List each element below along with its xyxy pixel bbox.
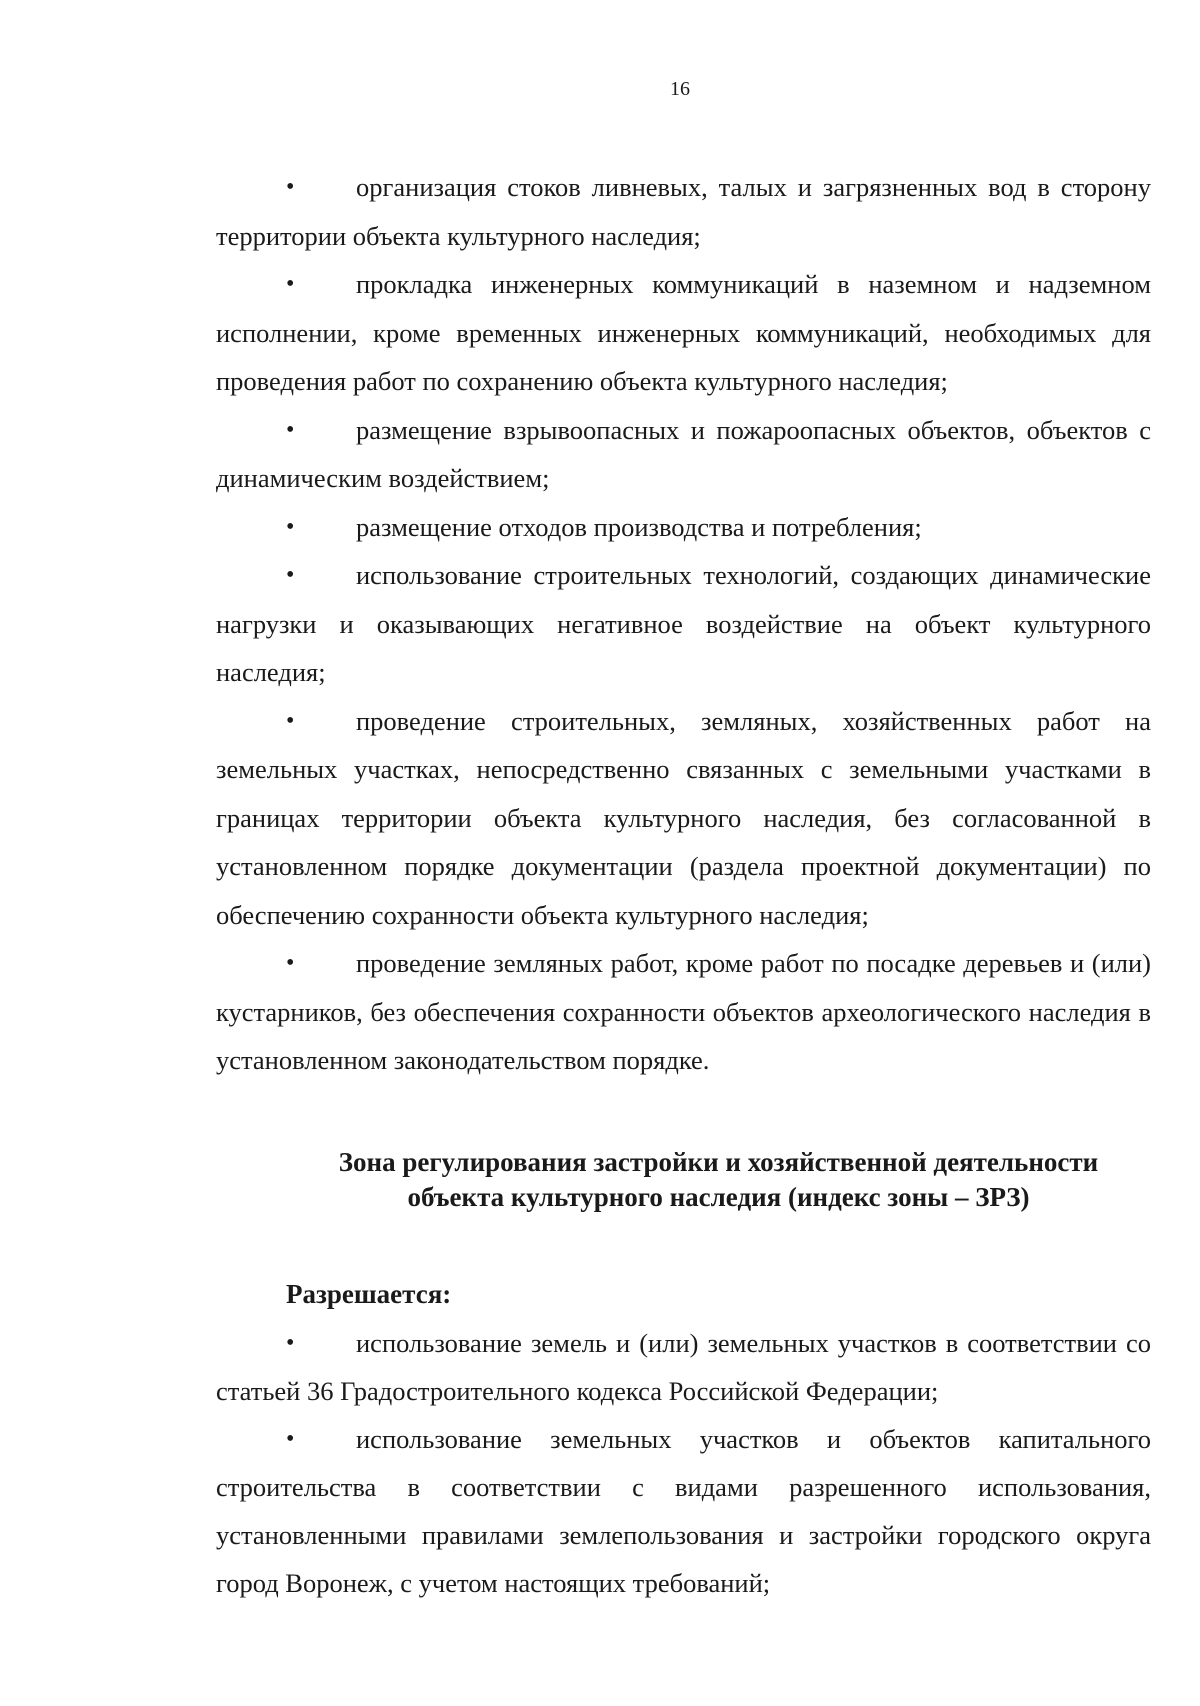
page-number: 16 [670, 78, 690, 100]
list-item [216, 1319, 1151, 1415]
list-item [216, 551, 1151, 697]
list-item [216, 260, 1151, 406]
list-item-text: размещение отходов производства и потребления; [356, 511, 922, 542]
prohibited-list [216, 163, 1151, 1085]
bullet-icon: • [286, 707, 295, 734]
list-item-text: размещение взрывоопасных и пожароопасных объектов, объектов с динамическим воздействием; [216, 414, 1151, 493]
zone-heading [286, 1145, 1151, 1215]
list-item-text: прокладка инженерных коммуникаций в наземном и надземном исполнении, кроме временных инженерных коммуникаций, необходимых для проведения работ по сохранению объекта культурного наследия; [216, 269, 1151, 396]
list-item [216, 939, 1151, 1085]
bullet-icon: • [286, 1425, 295, 1452]
list-item-text: организация стоков ливневых, талых и загрязненных вод в сторону территории объекта культурного наследия; [216, 172, 1151, 251]
bullet-icon: • [286, 513, 295, 540]
list-item-text: использование строительных технологий, создающих динамические нагрузки и оказывающих негативное воздействие на объект культурного наследия; [216, 560, 1151, 687]
zone-heading-line-1: Зона регулирования застройки и хозяйственной деятельности [338, 1146, 1099, 1177]
bullet-icon: • [286, 416, 295, 443]
bullet-icon: • [286, 271, 295, 297]
list-item-text: использование земель и (или) земельных участков в соответствии со статьей 36 Градостроительного кодекса Российской Федерации; [216, 1327, 1151, 1406]
list-item [216, 1415, 1151, 1607]
list-item [216, 503, 1151, 552]
bullet-icon: • [286, 562, 295, 588]
list-item [216, 406, 1151, 503]
list-item [216, 163, 1151, 260]
list-item-text: использование земельных участков и объектов капитального строительства в соответствии с видами разрешенного использования, установленными правилами землепользования и застройки городского округа город Воронеж, с учетом настоящих требований; [216, 1423, 1151, 1598]
bullet-icon: • [286, 1329, 295, 1356]
allowed-label: Разрешается: [286, 1278, 452, 1309]
list-item-text: проведение строительных, земляных, хозяйственных работ на земельных участках, непосредственно связанных с земельными участками в границах территории объекта культурного наследия, без согласованной в установленном порядке документации (раздела проектной документации) по обеспечению сохранности объекта культурного наследия; [216, 705, 1151, 930]
zone-heading-line-2: объекта культурного наследия (индекс зоны – ЗРЗ) [407, 1181, 1030, 1212]
page-content [216, 163, 1151, 1607]
list-item-text: проведение земляных работ, кроме работ по посадке деревьев и (или) кустарников, без обеспечения сохранности объектов археологического наследия в установленном законодательством порядке. [216, 948, 1151, 1075]
bullet-icon: • [286, 174, 295, 200]
list-item [216, 697, 1151, 940]
allowed-list [216, 1319, 1151, 1607]
bullet-icon: • [286, 950, 295, 976]
